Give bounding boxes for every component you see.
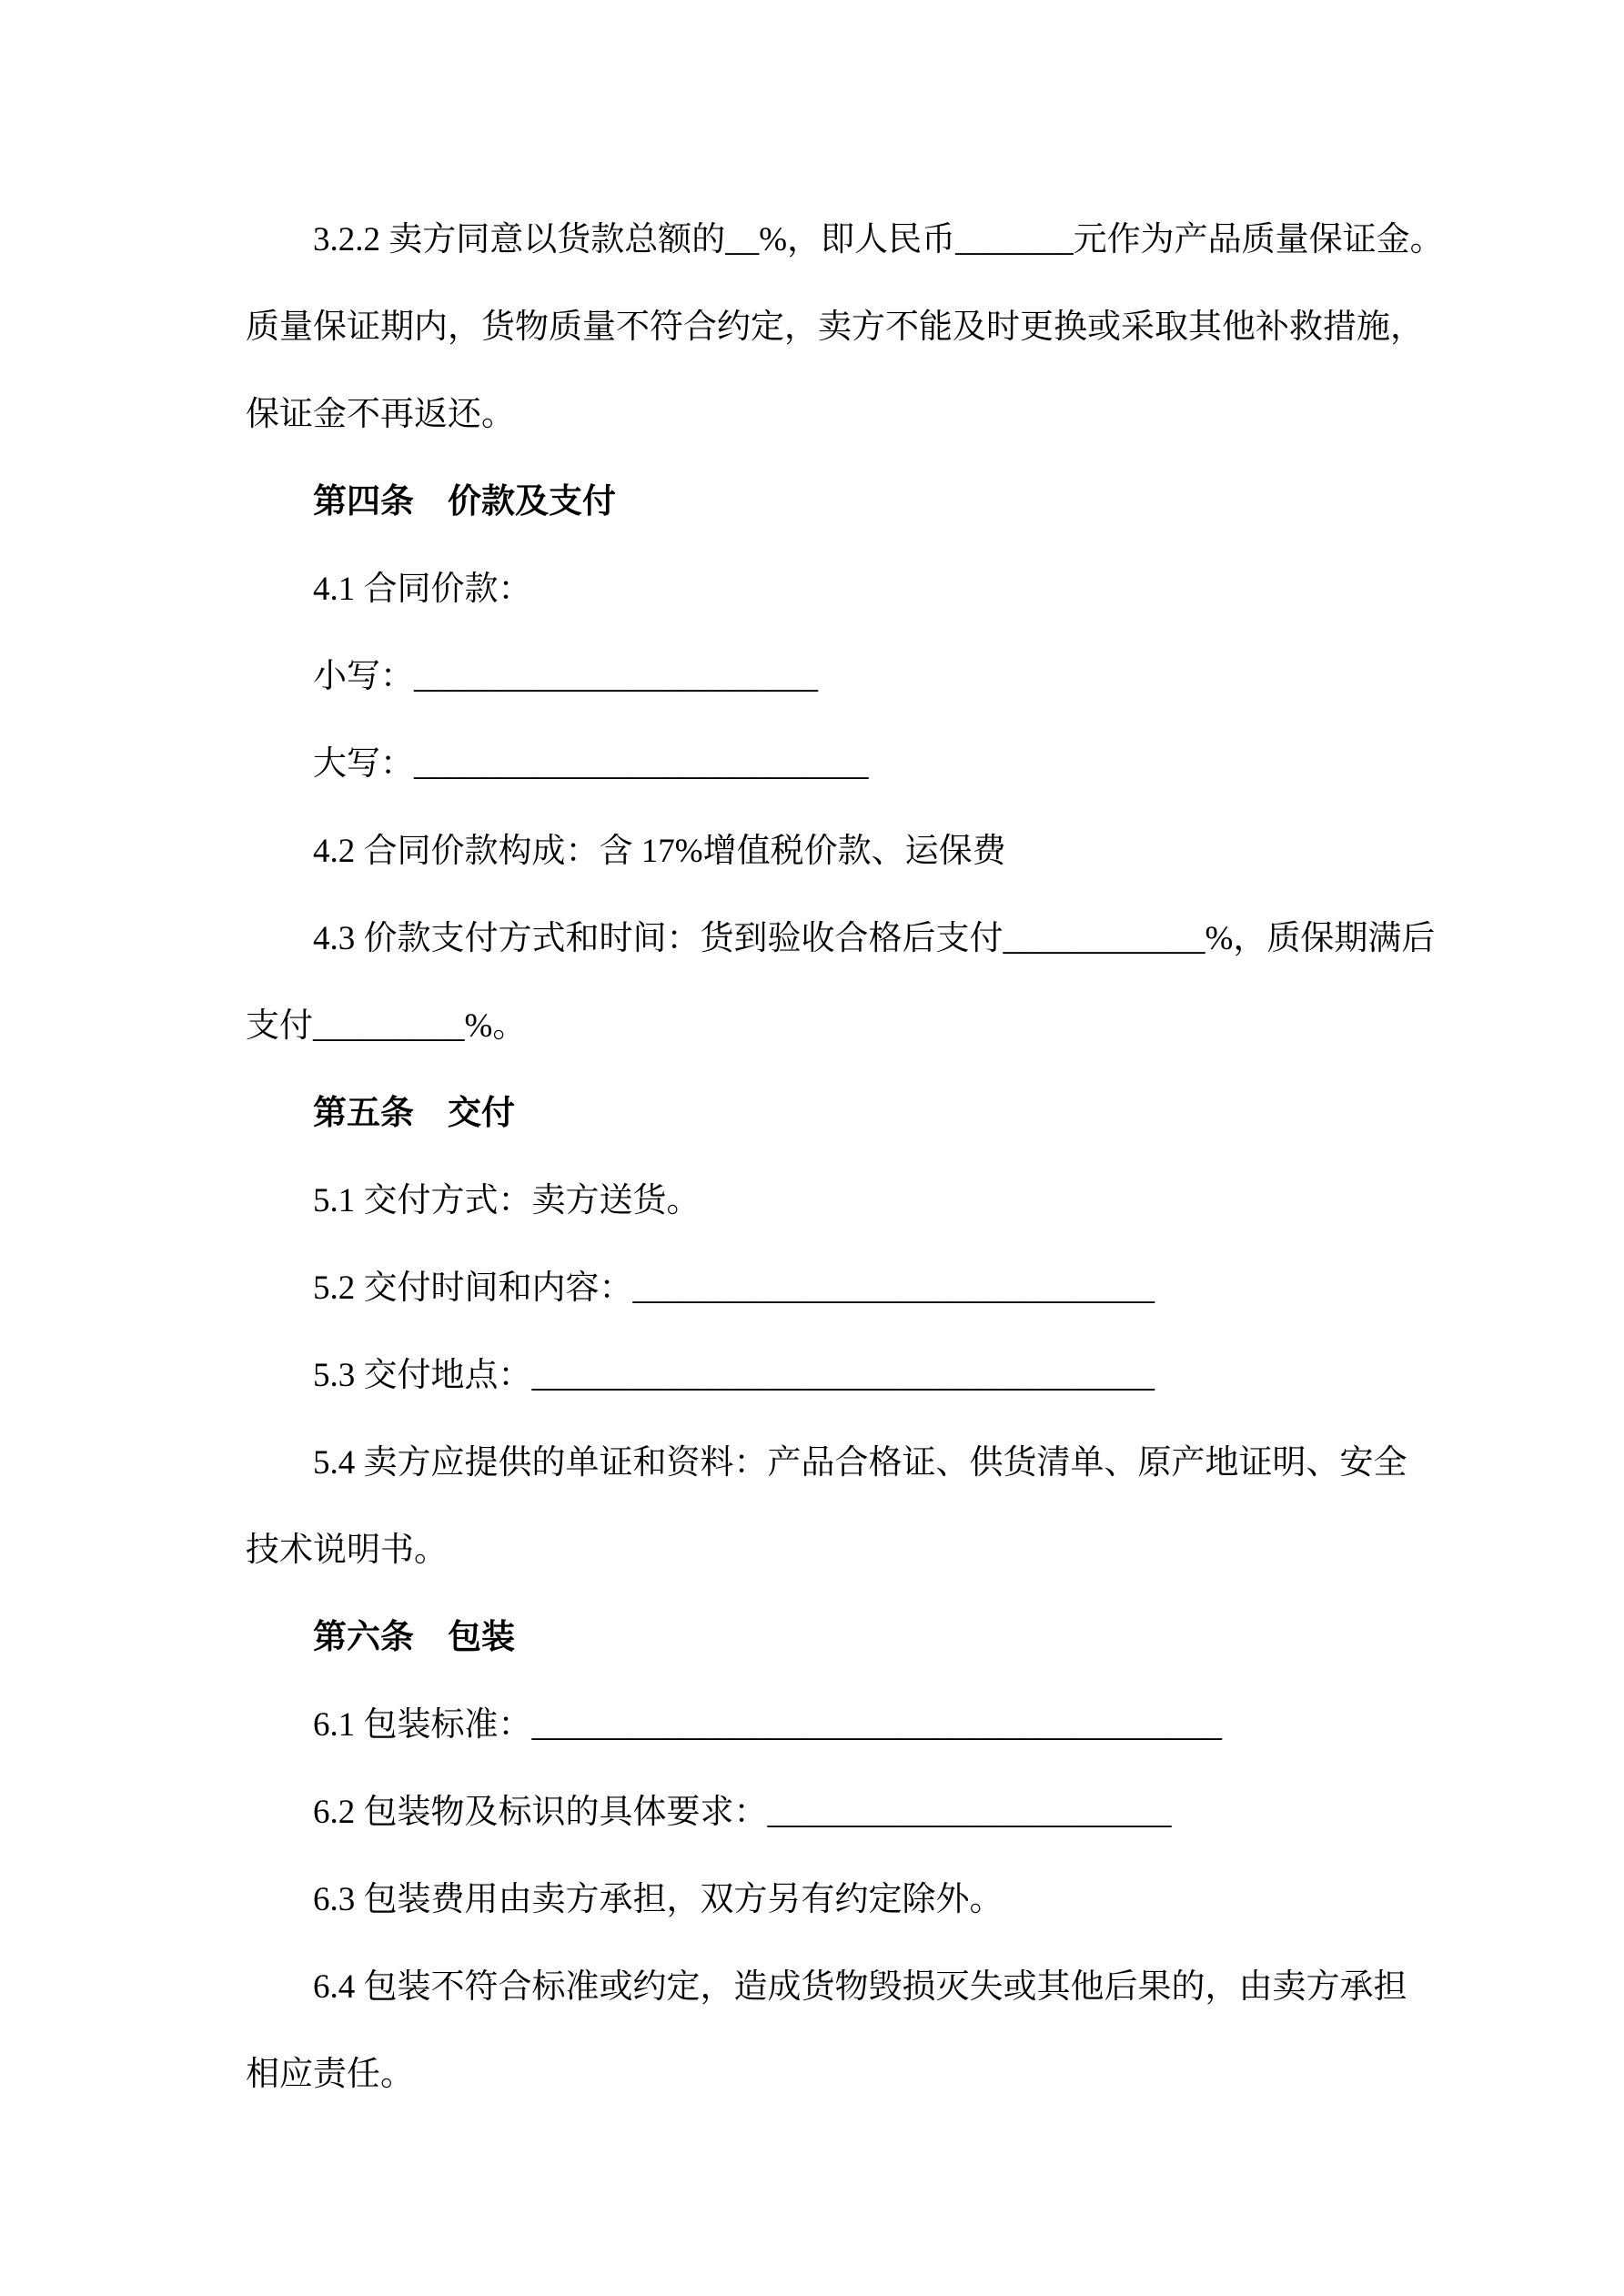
clause-4-3-line-1: 4.3 价款支付方式和时间：货到验收合格后支付____________%，质保期满后 [313, 920, 1436, 957]
clause-3-2-2-line-2: 质量保证期内，货物质量不符合约定，卖方不能及时更换或采取其他补救措施， [246, 308, 1424, 346]
clause-6-4-line-1: 6.4 包装不符合标准或约定，造成货物毁损灭失或其他后果的，由卖方承担 [313, 1968, 1407, 2006]
clause-5-2-blank-line: 5.2 交付时间和内容：_______________________________ [313, 1269, 1155, 1307]
clause-4-3-line-2: 支付_________%。 [246, 1007, 527, 1045]
clause-4-1: 4.1 合同价款： [313, 571, 532, 608]
heading-article-4: 第四条 价款及支付 [313, 483, 616, 521]
clause-4-2: 4.2 合同价款构成：含 17%增值税价款、运保费 [313, 833, 1006, 870]
contract-text-block [246, 197, 1444, 2119]
clause-3-2-2-line-3: 保证金不再返还。 [246, 396, 515, 433]
amount-lowercase-blank-line: 小写：________________________ [313, 658, 818, 695]
amount-uppercase-blank-line: 大写：___________________________ [313, 745, 869, 783]
clause-6-4-line-2: 相应责任。 [246, 2056, 414, 2093]
clause-5-1: 5.1 交付方式：卖方送货。 [313, 1182, 701, 1219]
heading-article-5: 第五条 交付 [313, 1095, 515, 1132]
heading-article-6: 第六条 包装 [313, 1619, 515, 1656]
clause-6-1-blank-line: 6.1 包装标准：_________________________________________ [313, 1706, 1222, 1744]
clause-6-3: 6.3 包装费用由卖方承担，双方另有约定除外。 [313, 1881, 1004, 1918]
clause-5-3-blank-line: 5.3 交付地点：_____________________________________ [313, 1357, 1155, 1394]
clause-5-4-line-2: 技术说明书。 [246, 1532, 448, 1569]
clause-6-2-blank-line: 6.2 包装物及标识的具体要求：________________________ [313, 1794, 1172, 1831]
clause-3-2-2-line-1: 3.2.2 卖方同意以货款总额的__%，即人民币_______元作为产品质量保证金。 [313, 221, 1444, 258]
clause-5-4-line-1: 5.4 卖方应提供的单证和资料：产品合格证、供货清单、原产地证明、安全 [313, 1444, 1407, 1482]
